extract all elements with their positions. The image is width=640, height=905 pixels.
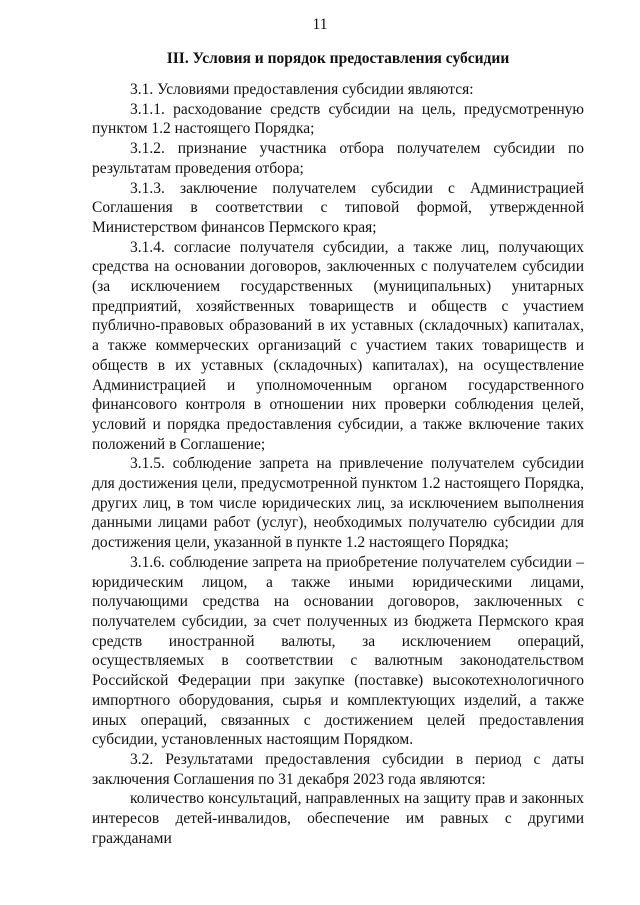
paragraph-3-1-5: 3.1.5. соблюдение запрета на привлечение получателем субсидии для достижения цели, предусмотренной пунктом 1.2 настоящего Порядка, других лиц, в том числе юридических лиц, за исключением выполнения данными лицами работ (услуг), необходимых получателю субсидии для достижения цели, указанной в пункте 1.2 настоящего Порядка; [92,455,584,552]
paragraph-3-1-6: 3.1.6. соблюдение запрета на приобретение получателем субсидии – юридическим лицом, а также иными юридическими лицами, получающими средства на основании договоров, заключенных с получателем субсидии, за счет полученных из бюджета Пермского края средств иностранной валюты, за исключением операций, осуществляемых в соответствии с валютным законодательством Российской Федерации при закупке (поставке) высокотехнологичного импортного оборудования, сырья и комплектующих изделий, а также иных операций, связанных с достижением целей предоставления субсидии, установленных настоящим Порядком. [92,553,584,749]
page-number: 11 [312,16,328,33]
paragraph-3-1: 3.1. Условиями предоставления субсидии являются: [130,81,474,98]
paragraph-results-item: количество консультаций, направленных на защиту прав и законных интересов детей-инвалидов, обеспечение им равных с другими гражданами [92,790,584,847]
paragraph-3-1-1: 3.1.1. расходование средств субсидии на цель, предусмотренную пунктом 1.2 настоящего Порядка; [92,100,584,138]
document-body [92,80,584,848]
paragraph-3-2: 3.2. Результатами предоставления субсидии в период с даты заключения Соглашения по 31 декабря 2023 года являются: [92,750,584,788]
paragraph-3-1-3: 3.1.3. заключение получателем субсидии с Администрацией Соглашения в соответствии с типовой формой, утвержденной Министерством финансов Пермского края; [92,179,584,236]
section-title: III. Условия и порядок предоставления субсидии [166,50,510,67]
paragraph-3-1-2: 3.1.2. признание участника отбора получателем субсидии по результатам проведения отбора; [92,140,584,177]
paragraph-3-1-4: 3.1.4. согласие получателя субсидии, а также лиц, получающих средства на основании договоров, заключенных с получателем субсидии (за исключением государственных (муниципальных) унитарных предприятий, хозяйственных товариществ и обществ с участием публично-правовых образований в их уставных (складочных) капиталах, а также коммерческих организаций с участием таких товариществ и обществ в их уставных (складочных) капиталах), на осуществление Администрацией и уполномоченным органом государственного финансового контроля в отношении них проверки соблюдения целей, условий и порядка предоставления субсидии, а также включение таких положений в Соглашение; [92,238,584,453]
